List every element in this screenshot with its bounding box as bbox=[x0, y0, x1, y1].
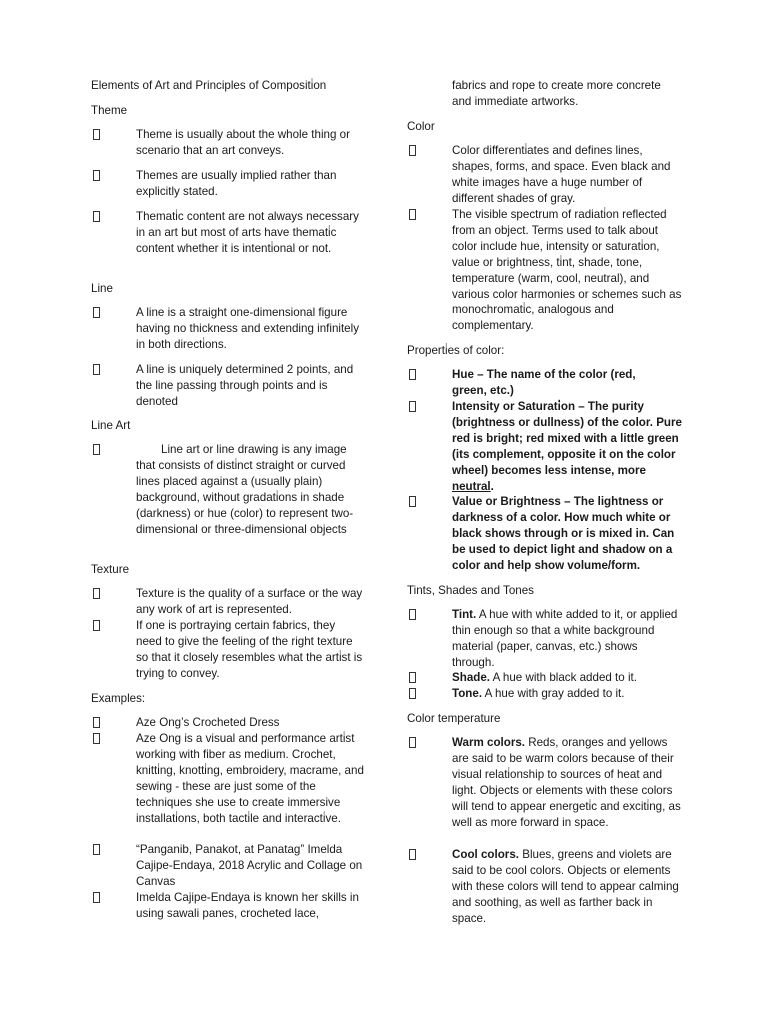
list-item: If one is portraying certain fabrics, they need to give the feeling of the right texture so that it closely resembles what the arti̇st is trying to convey. bbox=[136, 618, 364, 682]
bullet-icon bbox=[407, 735, 416, 747]
bullet-icon bbox=[407, 367, 416, 379]
list-item: Themes are usually implied rather than explicitly stated. bbox=[136, 168, 371, 200]
bullet-icon bbox=[91, 731, 100, 743]
list-item: Imelda Cajipe-Endaya is known her skills in using sawali panes, crocheted lace, bbox=[136, 890, 366, 922]
list-item: The visible spectrum of radiati̇on reflected from an object. Terms used to talk about color include hue, intensity or saturati̇on, value or brightness, ti̇nt, shade, tone, temperature (warm, cool, neutral), and various color harmonies or schemes such as monochromati̇c, analogous and complementary. bbox=[452, 207, 682, 334]
continuation-text: fabrics and rope to create more concrete and immediate artworks. bbox=[452, 79, 661, 108]
bullet-icon bbox=[91, 586, 100, 598]
heading-examples: Examples: bbox=[91, 692, 146, 705]
list-item: Color differenti̇ates and defines lines, shapes, forms, and space. Even black and white images have a huge number of different shades of gray. bbox=[452, 143, 682, 207]
heading-line: Line bbox=[91, 282, 113, 295]
list-item: Texture is the quality of a surface or the way any work of art is represented. bbox=[136, 586, 366, 618]
bullet-icon bbox=[91, 305, 100, 317]
list-item: Themati̇c content are not always necessary in an art but most of arts have themati̇c content whether it is intenti̇onal or not. bbox=[136, 209, 371, 257]
list-item: Aze Ong’s Crocheted Dress bbox=[136, 715, 366, 731]
list-item: Cool colors. Blues, greens and violets are said to be cool colors. Objects or elements with these colors will tend to appear calming and soothing, as well as farther back in space. bbox=[452, 847, 684, 927]
list-item: Warm colors. Reds, oranges and yellows are said to be warm colors because of their visual relati̇onship to sources of heat and light. Objects or elements with these colors will tend to appear energeti̇c and exciti̇ng, as well as more forward in space. bbox=[452, 735, 684, 830]
bullet-icon bbox=[91, 362, 100, 374]
bullet-icon bbox=[407, 207, 416, 219]
list-item: Aze Ong is a visual and performance arti̇st working with fiber as medium. Crochet, knitti̇ng, knotti̇ng, embroidery, macrame, and sewing - these are just some of the techniques she use to create immersive installati̇ons, both tacti̇le and interacti̇ve. bbox=[136, 731, 366, 826]
list-item: A line is a straight one-dimensional figure having no thickness and extending infinitely in both directi̇ons. bbox=[136, 305, 361, 353]
list-item: Tint. A hue with white added to it, or applied thin enough so that a white background material (paper, canvas, etc.) shows through. bbox=[452, 607, 682, 671]
bullet-icon bbox=[91, 127, 100, 139]
heading-texture: Texture bbox=[91, 563, 130, 576]
list-item: Hue – The name of the color (red, green, etc.) bbox=[452, 367, 667, 399]
bullet-icon bbox=[407, 399, 416, 411]
heading-properties: Properti̇es of color: bbox=[407, 344, 505, 357]
bullet-icon bbox=[91, 618, 100, 630]
list-item: A line is uniquely determined 2 points, and the line passing through points and is denoted bbox=[136, 362, 371, 410]
list-item: Shade. A hue with black added to it. bbox=[452, 670, 682, 686]
bullet-icon bbox=[91, 715, 100, 727]
list-item: Tone. A hue with gray added to it. bbox=[452, 686, 682, 702]
bullet-icon bbox=[407, 847, 416, 859]
bullet-icon bbox=[407, 494, 416, 506]
bullet-icon bbox=[91, 209, 100, 221]
list-item: Theme is usually about the whole thing or scenario that an art conveys. bbox=[136, 127, 371, 159]
list-item: Line art or line drawing is any image that consists of disti̇nct straight or curved lines placed against a (usually plain) background, without gradati̇ons in shade (darkness) or hue (color) to represent two-dimensional or three-dimensional objects bbox=[136, 442, 364, 537]
bullet-icon bbox=[91, 442, 100, 454]
heading-tints: Tints, Shades and Tones bbox=[407, 584, 534, 597]
bullet-icon bbox=[407, 607, 416, 619]
list-item: Value or Brightness – The lightness or darkness of a color. How much white or black shows through or is mixed in. Can be used to depict light and shadow on a color and help show volume/form. bbox=[452, 494, 682, 574]
bullet-icon bbox=[407, 143, 416, 155]
bullet-icon bbox=[91, 168, 100, 180]
bullet-icon bbox=[407, 686, 416, 698]
bullet-icon bbox=[407, 670, 416, 682]
heading-temperature: Color temperature bbox=[407, 712, 501, 725]
document-title: Elements of Art and Principles of Compositi̇on bbox=[91, 79, 327, 92]
heading-color: Color bbox=[407, 120, 435, 133]
bullet-icon bbox=[91, 890, 100, 902]
heading-theme: Theme bbox=[91, 104, 128, 117]
list-item: “Panganib, Panakot, at Panatag” Imelda Cajipe-Endaya, 2018 Acrylic and Collage on Canvas bbox=[136, 842, 366, 890]
neutral-term: neutral bbox=[452, 479, 491, 493]
list-item: Intensity or Saturati̇on – The purity (brightness or dullness) of the color. Pure red is bright; red mixed with a little green (its complement, opposite it on the color wheel) becomes less intense, more neutral. bbox=[452, 399, 682, 494]
heading-line-art: Line Art bbox=[91, 419, 131, 432]
bullet-icon bbox=[91, 842, 100, 854]
